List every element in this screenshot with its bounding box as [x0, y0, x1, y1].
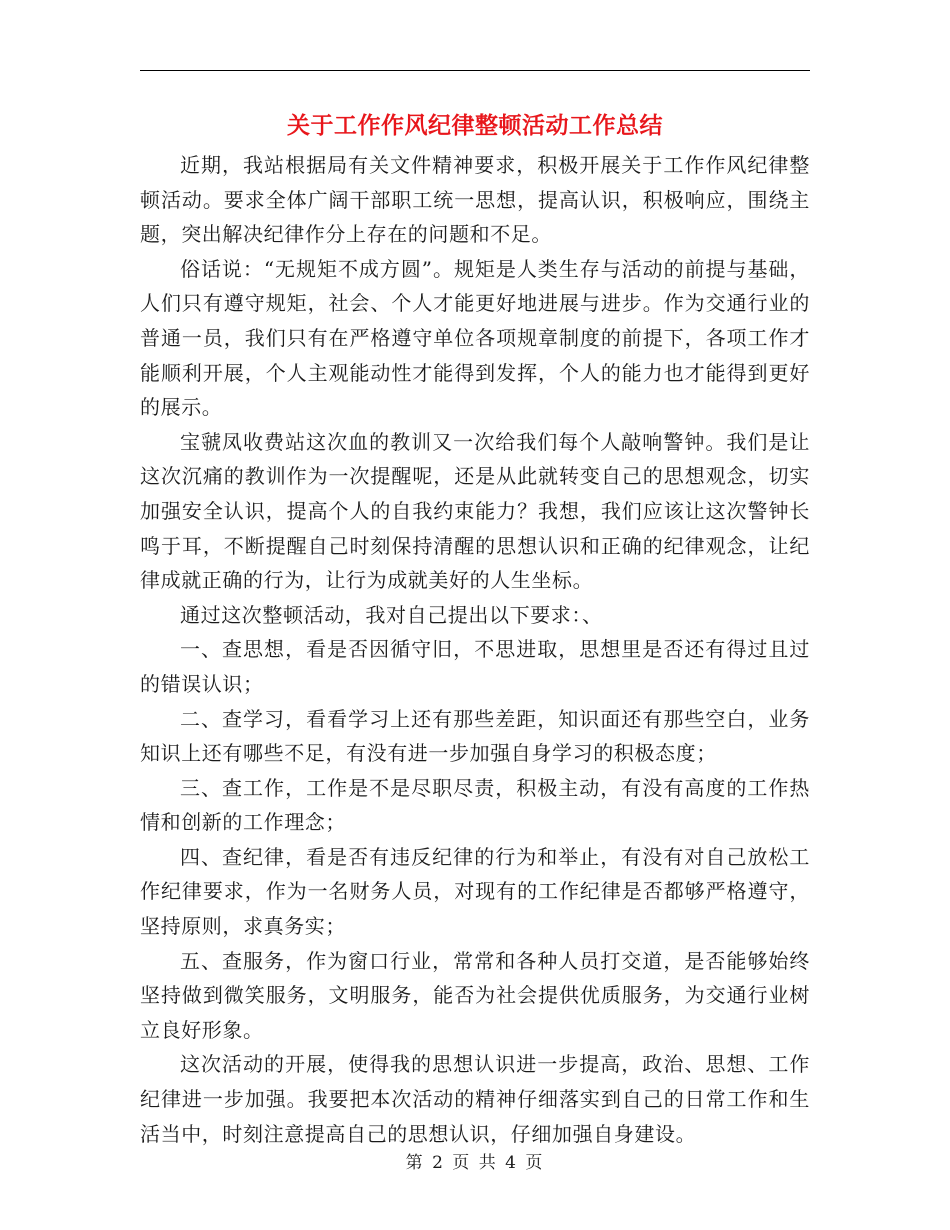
document-body — [140, 148, 810, 1151]
paragraph-lesson: 宝虢凤收费站这次血的教训又一次给我们每个人敲响警钟。我们是让这次沉痛的教训作为一次提醒呢，还是从此就转变自己的思想观念，切实加强安全认识，提高个人的自我约束能力？我想，我们应该让这次警钟长鸣于耳，不断提醒自己时刻保持清醒的思想认识和正确的纪律观念，让纪律成就正确的行为，让行为成就美好的人生坐标。 — [140, 429, 810, 593]
paragraph-requirements-intro: 通过这次整顿活动，我对自己提出以下要求：、 — [180, 602, 603, 627]
paragraph-item-service: 五、查服务，作为窗口行业，常常和各种人员打交道，是否能够始终坚持做到微笑服务，文明服务，能否为社会提供优质服务，为交通行业树立良好形象。 — [140, 948, 810, 1042]
paragraph-item-work: 三、查工作，工作是不是尽职尽责，积极主动，有没有高度的工作热情和创新的工作理念； — [140, 775, 810, 835]
paragraph-proverb: 俗话说：“无规矩不成方圆”。规矩是人类生存与活动的前提与基础，人们只有遵守规矩，社会、个人才能更好地进展与进步。作为交通行业的普通一员，我们只有在严格遵守单位各项规章制度的前提下，各项工作才能顺利开展，个人主观能动性才能得到发挥，个人的能力也才能得到更好的展示。 — [140, 256, 810, 420]
paragraph-item-study: 二、查学习，看看学习上还有那些差距，知识面还有那些空白，业务知识上还有哪些不足，有没有进一步加强自身学习的积极态度； — [140, 706, 810, 766]
paragraph-conclusion: 这次活动的开展，使得我的思想认识进一步提高，政治、思想、工作纪律进一步加强。我要把本次活动的精神仔细落实到自己的日常工作和生活当中，时刻注意提高自己的思想认识，仔细加强自身建设。 — [140, 1052, 810, 1146]
paragraph-item-discipline: 四、查纪律，看是否有违反纪律的行为和举止，有没有对自己放松工作纪律要求，作为一名财务人员，对现有的工作纪律是否都够严格遵守，坚持原则，求真务实； — [140, 844, 810, 939]
paragraph-intro: 近期，我站根据局有关文件精神要求，积极开展关于工作作风纪律整顿活动。要求全体广阔干部职工统一思想，提高认识，积极响应，围绕主题，突出解决纪律作分上存在的问题和不足。 — [140, 153, 810, 247]
page-footer: 第 2 页 共 4 页 — [405, 1153, 545, 1173]
document-title: 关于工作作风纪律整顿活动工作总结 — [287, 112, 663, 139]
paragraph-item-thought: 一、查思想，看是否因循守旧，不思进取，思想里是否还有得过且过的错误认识； — [140, 637, 810, 696]
header-rule — [140, 70, 810, 71]
